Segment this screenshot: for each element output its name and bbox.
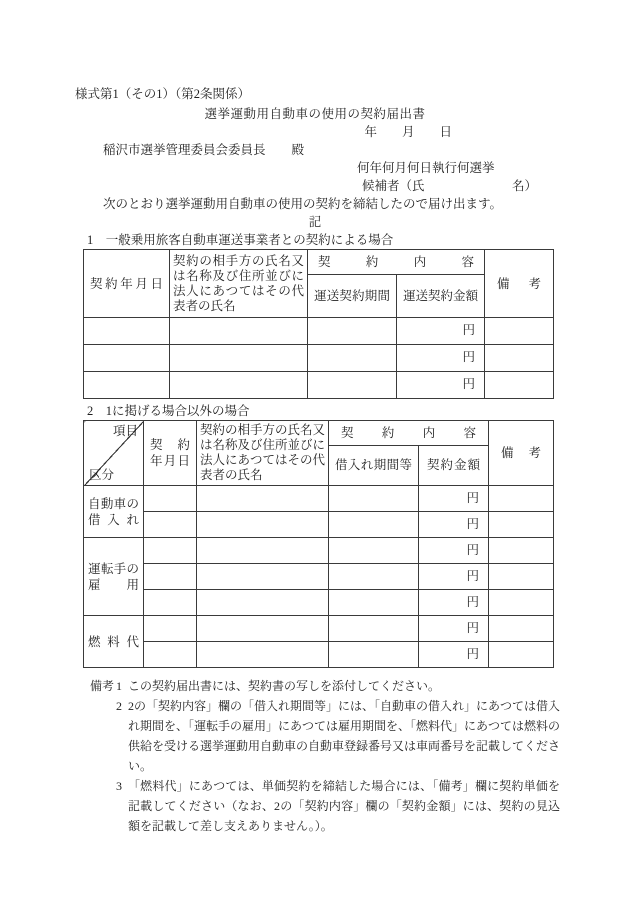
t2-g1r2-amount-cell: 円 — [419, 512, 489, 538]
honorific: 殿 — [291, 143, 305, 157]
t1-row2-amount-cell: 円 — [397, 345, 485, 372]
remarks-section — [90, 676, 630, 836]
t2-g2r2-date-cell — [144, 564, 197, 590]
page-title: 選挙運動用自動車の使用の契約届出書 — [204, 107, 426, 121]
t1-row1-counterparty-cell — [170, 318, 308, 345]
remark-item-3 — [90, 776, 630, 836]
t2-g1r1-counterparty-cell — [197, 486, 329, 512]
remark-3-number: 3 — [116, 779, 122, 793]
t2-g2r1-date-cell — [144, 538, 197, 564]
t2-g1r1-date-cell — [144, 486, 197, 512]
t2-th-contract-content: 契約内容 — [329, 421, 489, 446]
t2-group-fuel-label: 燃料代 — [84, 616, 144, 668]
t2-group-vehicle-label: 自動車の 借入れ — [84, 486, 144, 538]
t2-g3r1-remarks-cell — [489, 616, 554, 642]
remark-2-number: 2 — [116, 699, 122, 713]
t2-g2r3-period-cell — [329, 590, 419, 616]
t2-g2r2-remarks-cell — [489, 564, 554, 590]
t2-th-remarks: 備考 — [489, 421, 554, 486]
t2-g2r3-amount-cell: 円 — [419, 590, 489, 616]
t2-th-contract-date: 契約 年月日 — [144, 421, 197, 486]
remark-1-number: 1 — [116, 679, 122, 693]
t1-th-contract-date: 契約年月日 — [84, 250, 170, 318]
t2-g2r2-period-cell — [329, 564, 419, 590]
t2-group-driver-label: 運転手の 雇用 — [84, 538, 144, 616]
t2-g1r2-period-cell — [329, 512, 419, 538]
declaration-text: 次のとおり選挙運動用自動車の使用の契約を締結したので届け出ます。 — [103, 197, 503, 211]
t2-corner-cell — [84, 421, 144, 486]
t1-row2-date-cell — [84, 345, 170, 372]
t1-row3-date-cell — [84, 372, 170, 399]
t2-g3r1-date-cell — [144, 616, 197, 642]
remark-item-2 — [90, 696, 630, 776]
t1-row3-counterparty-cell — [170, 372, 308, 399]
t2-g3r2-date-cell — [144, 642, 197, 668]
t1-row3-period-cell — [308, 372, 397, 399]
t1-row2-period-cell — [308, 345, 397, 372]
t2-g3r1-counterparty-cell — [197, 616, 329, 642]
form-number: 様式第1（その1）（第2条関係） — [75, 87, 251, 101]
t2-g3r2-amount-cell: 円 — [419, 642, 489, 668]
t2-g1r1-remarks-cell — [489, 486, 554, 512]
date-placeholder-line: 年 月 日 — [364, 125, 452, 139]
remark-item-1 — [90, 676, 630, 696]
t1-th-counterparty: 契約の相手方の氏名又は名称及び住所並びに法人にあつてはその代表者の氏名 — [170, 250, 308, 318]
remark-2-text: 2の「契約内容」欄の「借入れ期間等」には、「自動車の借入れ」にあつては借入れ期間を、「運転手の雇用」にあつては雇用期間を、「燃料代」にあつては燃料の供給を受ける選挙運動用自動車の自動車登録番号又は車両番号を記載してください。 — [128, 699, 561, 773]
t2-corner-category-label: 区分 — [89, 468, 115, 482]
section-2-label: 2 1に掲げる場合以外の場合 — [87, 404, 250, 418]
section-1-label: 1 一般乗用旅客自動車運送事業者との契約による場合 — [87, 233, 394, 247]
t2-g2r1-remarks-cell — [489, 538, 554, 564]
t2-g2r2-amount-cell: 円 — [419, 564, 489, 590]
t2-corner-item-label: 項目 — [112, 424, 138, 438]
t2-g3r2-counterparty-cell — [197, 642, 329, 668]
t2-g1r2-counterparty-cell — [197, 512, 329, 538]
t1-row3-amount-cell: 円 — [397, 372, 485, 399]
t2-g3r1-period-cell — [329, 616, 419, 642]
t2-th-borrow-period: 借入れ期間等 — [329, 445, 419, 486]
remark-1-text: この契約届出書には、契約書の写しを添付してください。 — [128, 679, 441, 693]
t2-g1r2-remarks-cell — [489, 512, 554, 538]
record-mark: 記 — [308, 215, 322, 229]
t2-g2r1-period-cell — [329, 538, 419, 564]
t2-g2r3-date-cell — [144, 590, 197, 616]
t1-row3-remarks-cell — [485, 372, 554, 399]
t2-g3r1-amount-cell: 円 — [419, 616, 489, 642]
remarks-label: 備考 — [90, 679, 115, 693]
t1-th-transport-period: 運送契約期間 — [308, 275, 397, 318]
t2-th-contract-amount: 契約金額 — [419, 445, 489, 486]
t2-g2r3-remarks-cell — [489, 590, 554, 616]
t1-th-contract-content: 契約内容 — [308, 250, 485, 275]
t1-row2-counterparty-cell — [170, 345, 308, 372]
t1-row1-remarks-cell — [485, 318, 554, 345]
candidate-line: 候補者（氏 名） — [362, 179, 538, 193]
t2-g1r1-amount-cell: 円 — [419, 486, 489, 512]
remark-3-text: 「燃料代」にあつては、単価契約を締結した場合には、「備考」欄に契約単価を記載してください（なお、2の「契約内容」欄の「契約金額」には、契約の見込額を記載して差し支えありません。）。 — [128, 779, 560, 833]
t2-g2r1-counterparty-cell — [197, 538, 329, 564]
t1-th-remarks: 備考 — [485, 250, 554, 318]
t2-g2r2-counterparty-cell — [197, 564, 329, 590]
t1-th-transport-amount: 運送契約金額 — [397, 275, 485, 318]
t1-row1-date-cell — [84, 318, 170, 345]
t1-row1-period-cell — [308, 318, 397, 345]
t2-g2r1-amount-cell: 円 — [419, 538, 489, 564]
addressee: 稲沢市選挙管理委員会委員長 — [103, 143, 266, 157]
addressee-line — [0, 141, 630, 159]
contract-table-2 — [83, 420, 554, 668]
t2-g3r2-period-cell — [329, 642, 419, 668]
t1-row2-remarks-cell — [485, 345, 554, 372]
t2-g2r3-counterparty-cell — [197, 590, 329, 616]
t2-g1r2-date-cell — [144, 512, 197, 538]
election-line: 何年何月何日執行何選挙 — [357, 161, 495, 175]
t2-th-counterparty: 契約の相手方の氏名又は名称及び住所並びに法人にあつてはその代表者の氏名 — [197, 421, 329, 486]
t2-g1r1-period-cell — [329, 486, 419, 512]
t2-g3r2-remarks-cell — [489, 642, 554, 668]
contract-table-1 — [83, 249, 554, 399]
t1-row1-amount-cell: 円 — [397, 318, 485, 345]
